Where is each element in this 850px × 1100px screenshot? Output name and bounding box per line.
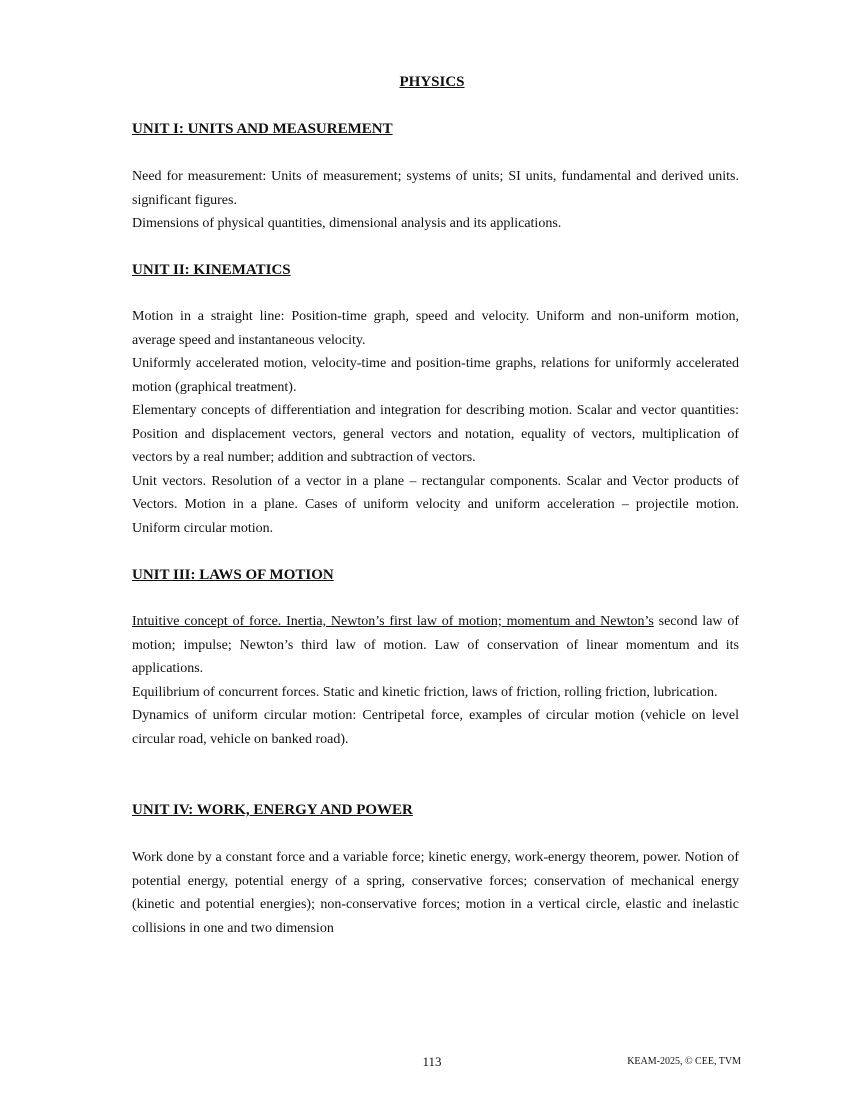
unit-3-heading: UNIT III: LAWS OF MOTION [132, 567, 334, 583]
unit-3-paragraph [132, 610, 739, 681]
unit-1-paragraph: Dimensions of physical quantities, dimensional analysis and its applications. [132, 216, 562, 231]
unit-1-body [132, 165, 739, 236]
unit-3-underlined-text: Intuitive concept of force. Inertia, Newton’s first law of motion; momentum and Newton’s [132, 614, 654, 629]
unit-2-heading: UNIT II: KINEMATICS [132, 262, 291, 278]
unit-2-paragraph: Motion in a straight line: Position-time graph, speed and velocity. Uniform and non-uniform motion, average speed and instantaneous velocity. [132, 309, 739, 348]
unit-2-body [132, 305, 739, 540]
page-title: PHYSICS [399, 74, 465, 90]
unit-2-paragraph: Uniformly accelerated motion, velocity-time and position-time graphs, relations for uniformly accelerated motion (graphical treatment). [132, 356, 739, 395]
unit-4-heading: UNIT IV: WORK, ENERGY AND POWER [132, 802, 413, 818]
unit-2-paragraph: Elementary concepts of differentiation and integration for describing motion. Scalar and vector quantities: Position and displacement vectors, general vectors and notation, equality of vectors, multiplication of vectors by a real number; addition and subtraction of vectors. [132, 403, 739, 465]
page-number: 113 [422, 1054, 442, 1069]
unit-3-paragraph: Equilibrium of concurrent forces. Static and kinetic friction, laws of friction, rolling friction, lubrication. [132, 684, 718, 700]
unit-3-text: second law of motion; impulse; Newton’s third law of motion. Law of conservation of linear momentum and its applications. [132, 614, 739, 676]
unit-4-paragraph: Work done by a constant force and a variable force; kinetic energy, work-energy theorem, power. Notion of potential energy, potential energy of a spring, conservative forces; conservation of mechanical energy (kinetic and potential energies); non-conservative forces; motion in a vertical circle, elastic and inelastic collisions in one and two dimension [132, 850, 739, 936]
unit-2-paragraph: Unit vectors. Resolution of a vector in a plane – rectangular components. Scalar and Vector products of Vectors. Motion in a plane. Cases of uniform velocity and uniform acceleration – projectile motion. Uniform circular motion. [132, 473, 739, 536]
unit-1-heading: UNIT I: UNITS AND MEASUREMENT [132, 121, 393, 137]
unit-4-body [132, 846, 739, 940]
unit-1-paragraph: Need for measurement: Units of measurement; systems of units; SI units, fundamental and derived units. significant figures. [132, 169, 739, 208]
unit-3-body [132, 610, 739, 751]
footer-copyright: KEAM-2025, © CEE, TVM [627, 1056, 741, 1067]
unit-3-paragraph: Dynamics of uniform circular motion: Centripetal force, examples of circular motion (vehicle on level circular road, vehicle on banked road). [132, 708, 739, 747]
